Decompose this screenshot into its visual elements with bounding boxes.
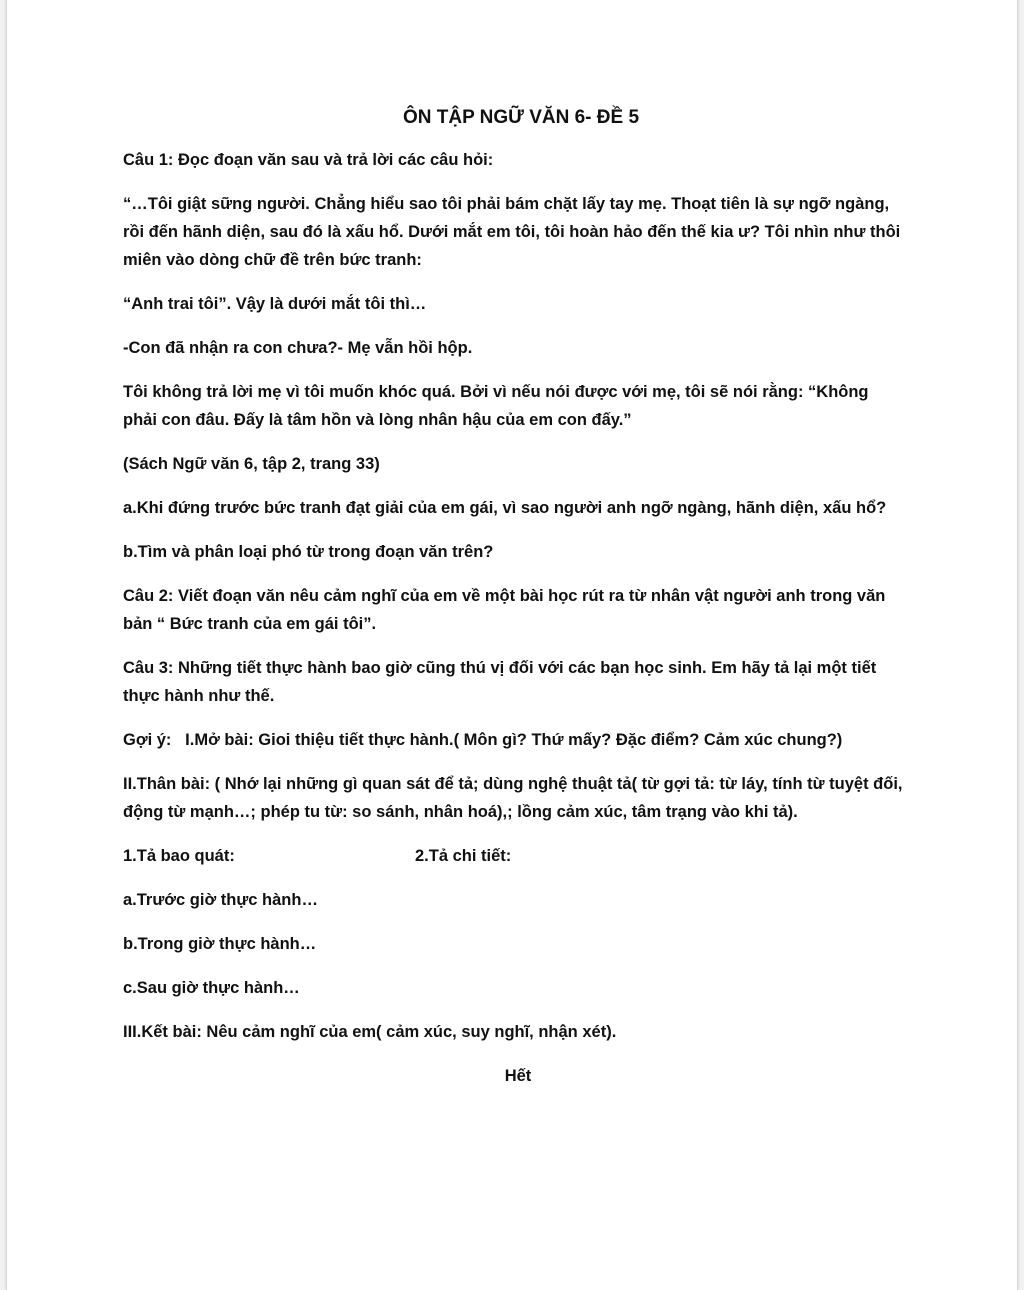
question-3: Câu 3: Những tiết thực hành bao giờ cũng thú vị đối với các bạn học sinh. Em hãy tả lại một tiết thực hành như thế.	[123, 659, 877, 705]
question-2: Câu 2: Viết đoạn văn nêu cảm nghĩ của em về một bài học rút ra từ nhân vật người anh trong văn bản “ Bức tranh của em gái tôi”.	[123, 587, 886, 633]
excerpt-paragraph-4: Tôi không trả lời mẹ vì tôi muốn khóc quá. Bởi vì nếu nói được với mẹ, tôi sẽ nói rằng: “Không phải con đâu. Đấy là tâm hồn và lòng nhân hậu của em con đấy.”	[123, 383, 869, 429]
document-page	[6, 0, 1018, 1290]
question-1a: a.Khi đứng trước bức tranh đạt giải của em gái, vì sao người anh ngỡ ngàng, hãnh diện, xấu hổ?	[123, 499, 887, 517]
body-sections-row	[123, 842, 903, 870]
excerpt-paragraph-2: “Anh trai tôi”. Vậy là dưới mắt tôi thì…	[123, 295, 427, 313]
overview-label: 1.Tả bao quát:	[123, 847, 235, 865]
excerpt-paragraph-1: “…Tôi giật sững người. Chẳng hiểu sao tôi phải bám chặt lấy tay mẹ. Thoạt tiên là sự ngỡ ngàng, rồi đến hãnh diện, sau đó là xấu hổ. Dưới mắt em tôi, tôi hoàn hảo đến thế kia ư? Tôi nhìn như thôi miên vào dòng chữ đề trên bức tranh:	[123, 195, 901, 269]
excerpt-source: (Sách Ngữ văn 6, tập 2, trang 33)	[123, 455, 380, 473]
detail-item-before: a.Trước giờ thực hành…	[123, 891, 318, 909]
excerpt-paragraph-3: -Con đã nhận ra con chưa?- Mẹ vẫn hồi hộp.	[123, 339, 473, 357]
question-1-heading: Câu 1: Đọc đoạn văn sau và trả lời các câu hỏi:	[123, 151, 494, 169]
end-marker: Hết	[504, 1067, 532, 1085]
question-1b: b.Tìm và phân loại phó từ trong đoạn văn trên?	[123, 543, 494, 561]
document-title: ÔN TẬP NGỮ VĂN 6- ĐỀ 5	[402, 107, 640, 128]
hint-introduction: Gợi ý: I.Mở bài: Gioi thiệu tiết thực hành.( Môn gì? Thứ mấy? Đặc điểm? Cảm xúc chung?)	[123, 731, 843, 749]
detail-item-during: b.Trong giờ thực hành…	[123, 935, 317, 953]
detail-item-after: c.Sau giờ thực hành…	[123, 979, 300, 997]
conclusion-hint: III.Kết bài: Nêu cảm nghĩ của em( cảm xúc, suy nghĩ, nhận xét).	[123, 1023, 617, 1041]
document-body	[123, 104, 903, 1090]
detail-label: 2.Tả chi tiết:	[415, 847, 512, 865]
hint-body: II.Thân bài: ( Nhớ lại những gì quan sát để tả; dùng nghệ thuật tả( từ gợi tả: từ láy, tính từ tuyệt đối, động từ mạnh…; phép tu từ: so sánh, nhân hoá),; lồng cảm xúc, tâm trạng vào khi tả).	[123, 775, 903, 821]
